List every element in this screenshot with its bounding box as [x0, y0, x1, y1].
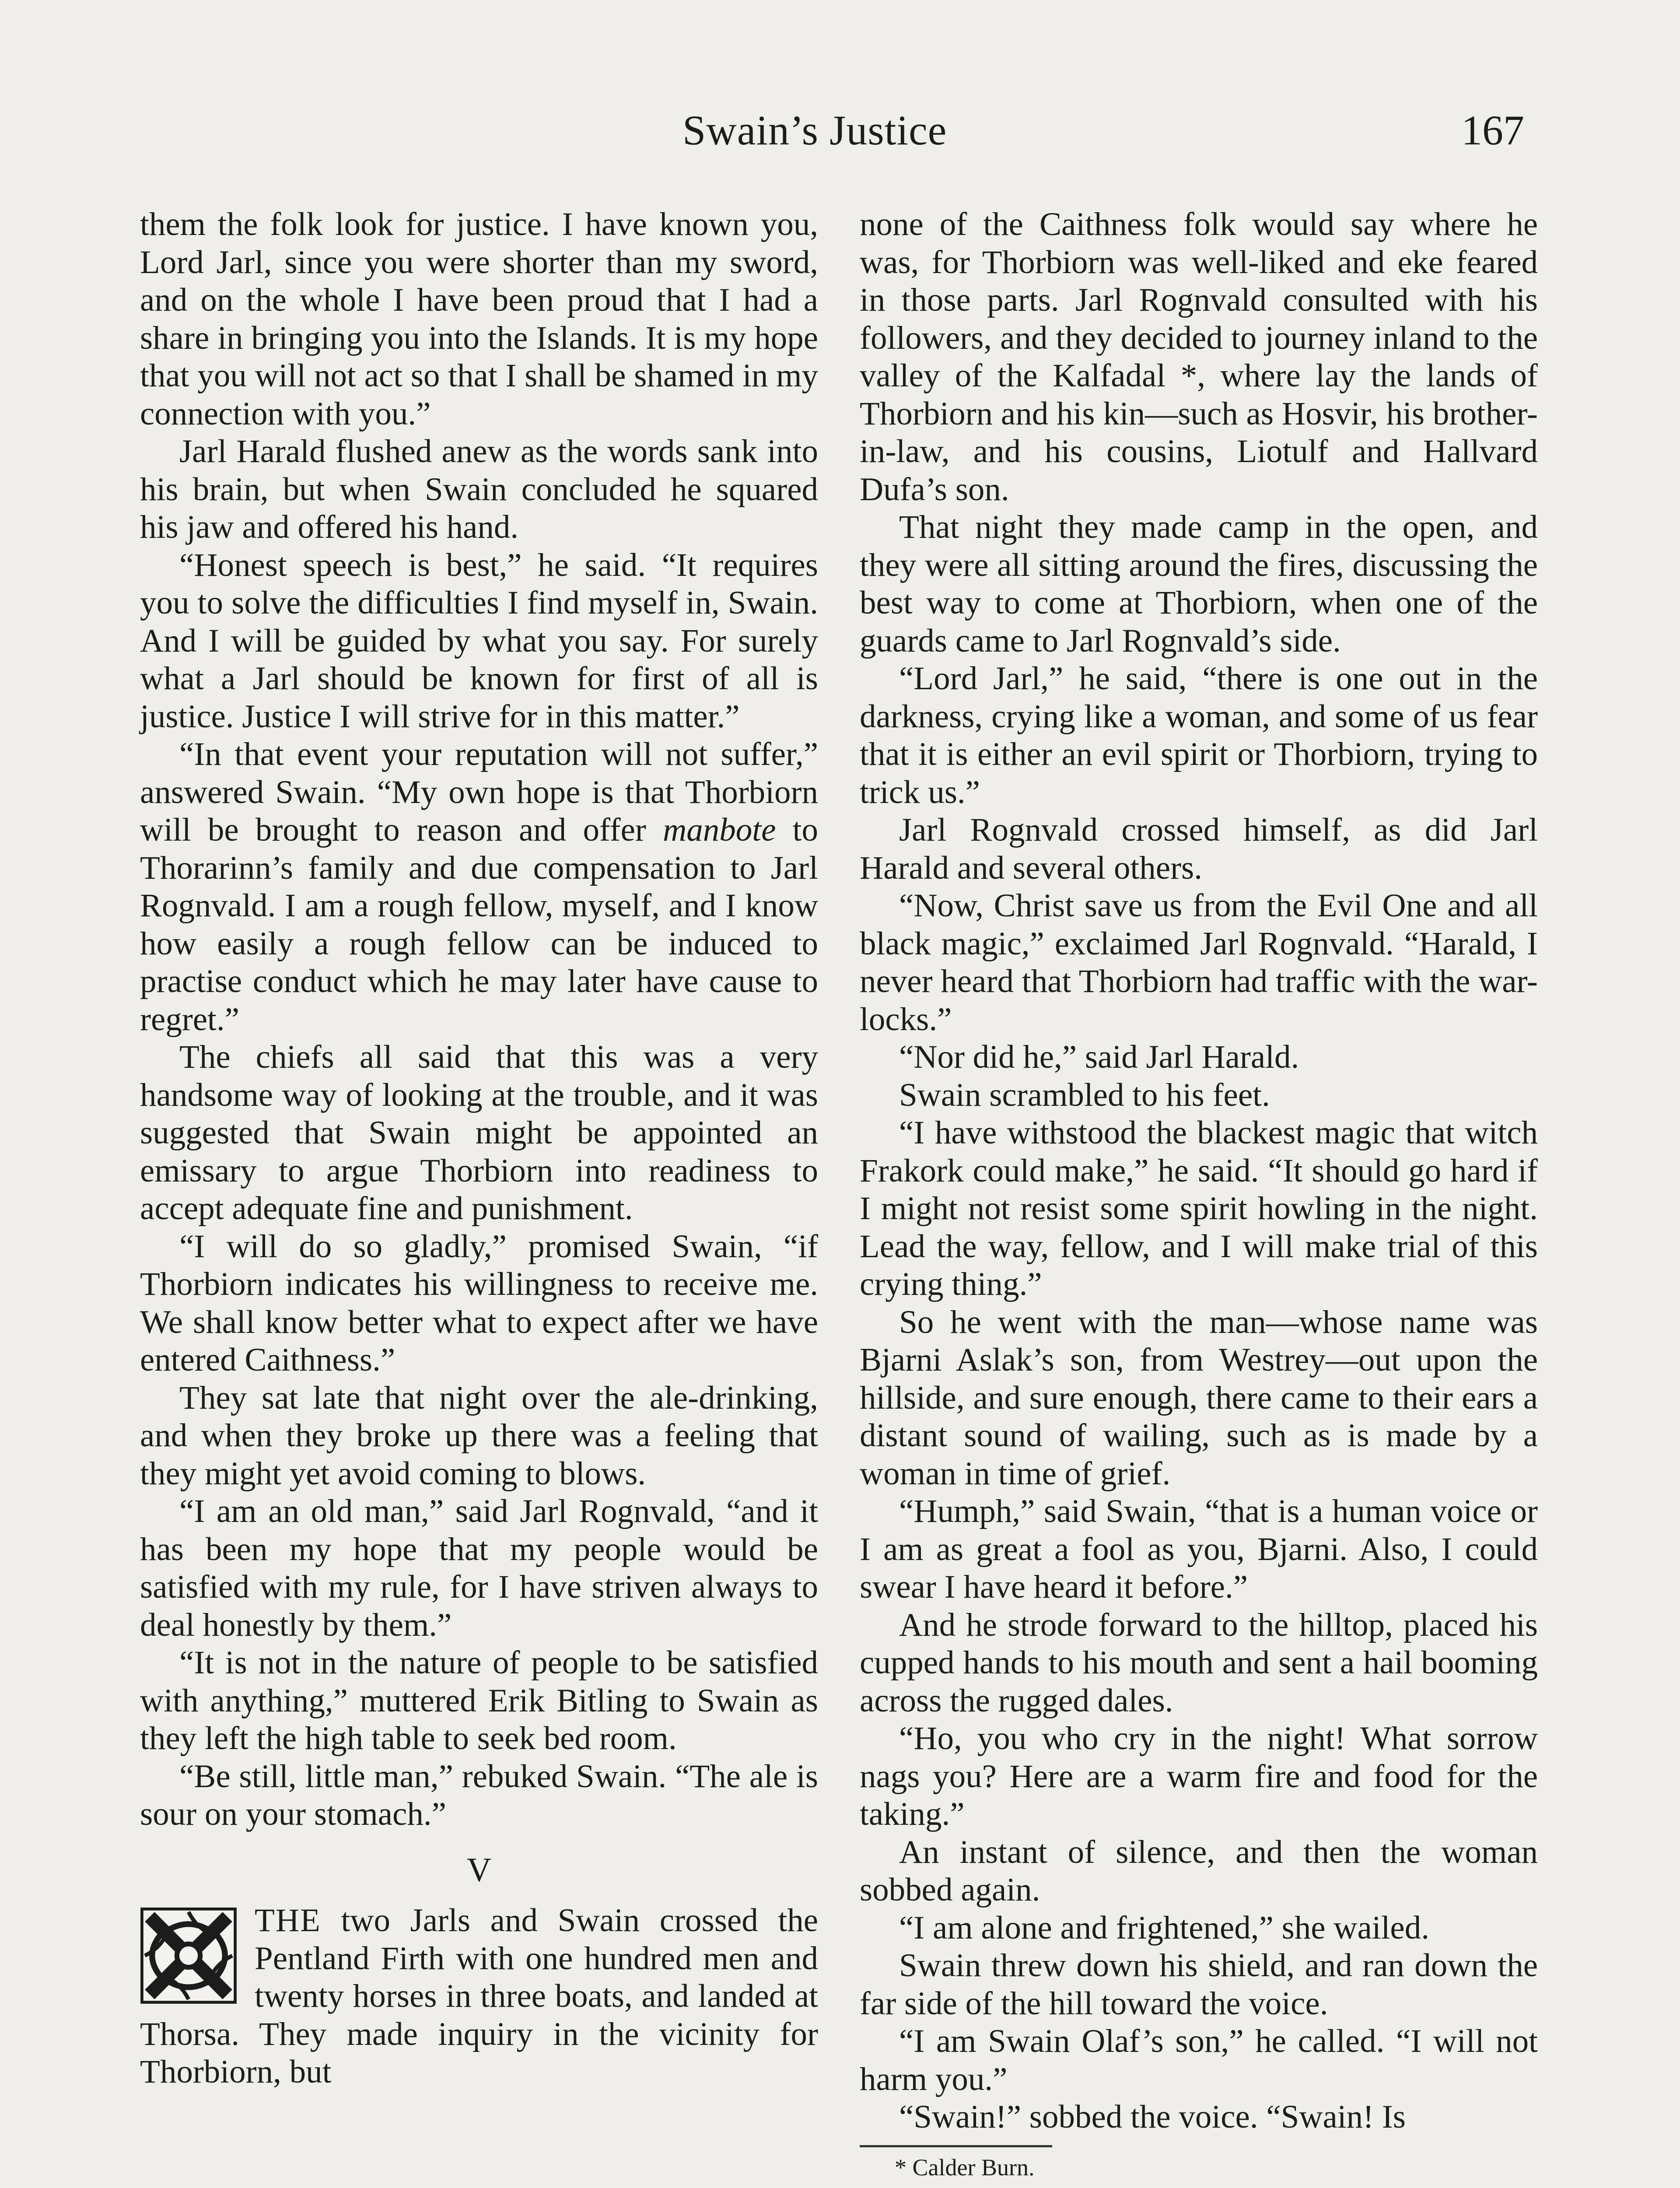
paragraph: “I have withstood the blackest magic that witch Frakork could make,” he said. “It should go hard if I might not resist some spirit howling in the night. Lead the way, fellow, and I will make trial of this crying thing.”: [860, 1115, 1538, 1302]
paragraph: “I am alone and frightened,” she wailed.: [899, 1909, 1429, 1946]
paragraph: The chiefs all said that this was a very handsome way of looking at the trouble, and it was suggested that Swain might be appointed an emissary to argue Thorbiorn into readiness to accept adequate fine and punishment.: [140, 1039, 818, 1227]
paragraph: And he strode forward to the hilltop, placed his cupped hands to his mouth and sent a hail booming across the rugged dales.: [860, 1606, 1538, 1719]
paragraph-text: two Jarls and Swain crossed the Pentland Firth with one hundred men and twenty horses in three boats, and landed at Thorsa. They made inquiry in the vicinity for Thorbiorn, but: [140, 1902, 818, 2090]
running-head-title: Swain’s Justice: [682, 107, 947, 154]
paragraph: “Humph,” said Swain, “that is a human voice or I am as great a fool as you, Bjarni. Also, I could swear I have heard it before.”: [860, 1493, 1538, 1605]
paragraph: none of the Caithness folk would say where he was, for Thorbiorn was well-liked and eke feared in those parts. Jarl Rognvald consulted with his followers, and they decided to journey inland to the valley of the Kalfadal *, where lay the lands of Thorbiorn and his kin—such as Hosvir, his brother-in-law, and his cousins, Liotulf and Hallvard Dufa’s son.: [860, 206, 1538, 508]
paragraph: So he went with the man—whose name was Bjarni Aslak’s son, from Westrey—out upon the hillside, and sure enough, there came to their ears a distant sound of wailing, such as is made by a woman in time of grief.: [860, 1304, 1538, 1492]
paragraph: An instant of silence, and then the woman sobbed again.: [860, 1834, 1538, 1908]
paragraph: Jarl Rognvald crossed himself, as did Jarl Harald and several others.: [860, 812, 1538, 886]
paragraph: “I will do so gladly,” promised Swain, “if Thorbiorn indicates his willingness to receive me. We shall know better what to expect after we have entered Caithness.”: [140, 1228, 818, 1378]
paragraph: “Honest speech is best,” he said. “It requires you to solve the difficulties I find myself in, Swain. And I will be guided by what you say. For surely what a Jarl should be known for first of all is justice. Justice I will strive for in this matter.”: [140, 547, 818, 735]
paragraph: Swain threw down his shield, and ran down the far side of the hill toward the voice.: [860, 1947, 1538, 2022]
paragraph: them the folk look for justice. I have known you, Lord Jarl, since you were shorter than my sword, and on the whole I have been proud that I had a share in bringing you into the Islands. It is my hope that you will not act so that I shall be shamed in my connection with you.”: [140, 206, 818, 432]
paragraph: “Lord Jarl,” he said, “there is one out in the darkness, crying like a woman, and some of us fear that it is either an evil spirit or Thorbiorn, trying to trick us.”: [860, 660, 1538, 810]
paragraph: “I am an old man,” said Jarl Rognvald, “and it has been my hope that my people would be satisfied with my rule, for I have striven always to deal honestly by them.”: [140, 1493, 818, 1643]
paragraph: [140, 1902, 818, 2091]
paragraph: Jarl Harald flushed anew as the words sank into his brain, but when Swain concluded he squared his jaw and offered his hand.: [140, 433, 818, 545]
page-number: 167: [1461, 107, 1524, 154]
paragraph: “Swain!” sobbed the voice. “Swain! Is: [899, 2099, 1406, 2135]
paragraph: “Be still, little man,” rebuked Swain. “The ale is sour on your stomach.”: [140, 1758, 818, 1832]
ornamental-initial-icon: [140, 1907, 237, 2004]
italic-term: manbote: [663, 812, 776, 848]
paragraph-text: “In that event your reputation will not suffer,” answered Swain. “My own hope is that Thorbiorn will be brought to reason and offer: [140, 736, 818, 848]
left-column: [140, 206, 818, 2091]
paragraph: [140, 736, 818, 1038]
paragraph-text: to Thorarinn’s family and due compensation to Jarl Rognvald. I am a rough fellow, myself, and I know how easily a rough fellow can be induced to practise conduct which he may later have cause to regret.”: [140, 812, 818, 1038]
footnote-divider: [860, 2145, 1052, 2147]
paragraph: They sat late that night over the ale-drinking, and when they broke up there was a feeling that they might yet avoid coming to blows.: [140, 1379, 818, 1492]
paragraph: “It is not in the nature of people to be satisfied with anything,” muttered Erik Bitling to Swain as they left the high table to seek bed room.: [140, 1645, 818, 1757]
paragraph: “I am Swain Olaf’s son,” he called. “I will not harm you.”: [860, 2023, 1538, 2097]
section-opening: [140, 1902, 818, 2091]
right-column: [860, 206, 1538, 2181]
paragraph: “Nor did he,” said Jarl Harald.: [899, 1039, 1299, 1075]
paragraph: “Ho, you who cry in the night! What sorrow nags you? Here are a warm fire and food for the taking.”: [860, 1720, 1538, 1832]
section-heading: V: [466, 1850, 492, 1889]
paragraph: Swain scrambled to his feet.: [899, 1076, 1270, 1113]
opening-caps: THE: [255, 1902, 321, 1939]
paragraph: “Now, Christ save us from the Evil One and all black magic,” exclaimed Jarl Rognvald. “Harald, I never heard that Thorbiorn had traffic with the war-locks.”: [860, 887, 1538, 1038]
paragraph: That night they made camp in the open, and they were all sitting around the fires, discussing the best way to come at Thorbiorn, when one of the guards came to Jarl Rognvald’s side.: [860, 509, 1538, 659]
footnote: * Calder Burn.: [895, 2154, 1035, 2181]
